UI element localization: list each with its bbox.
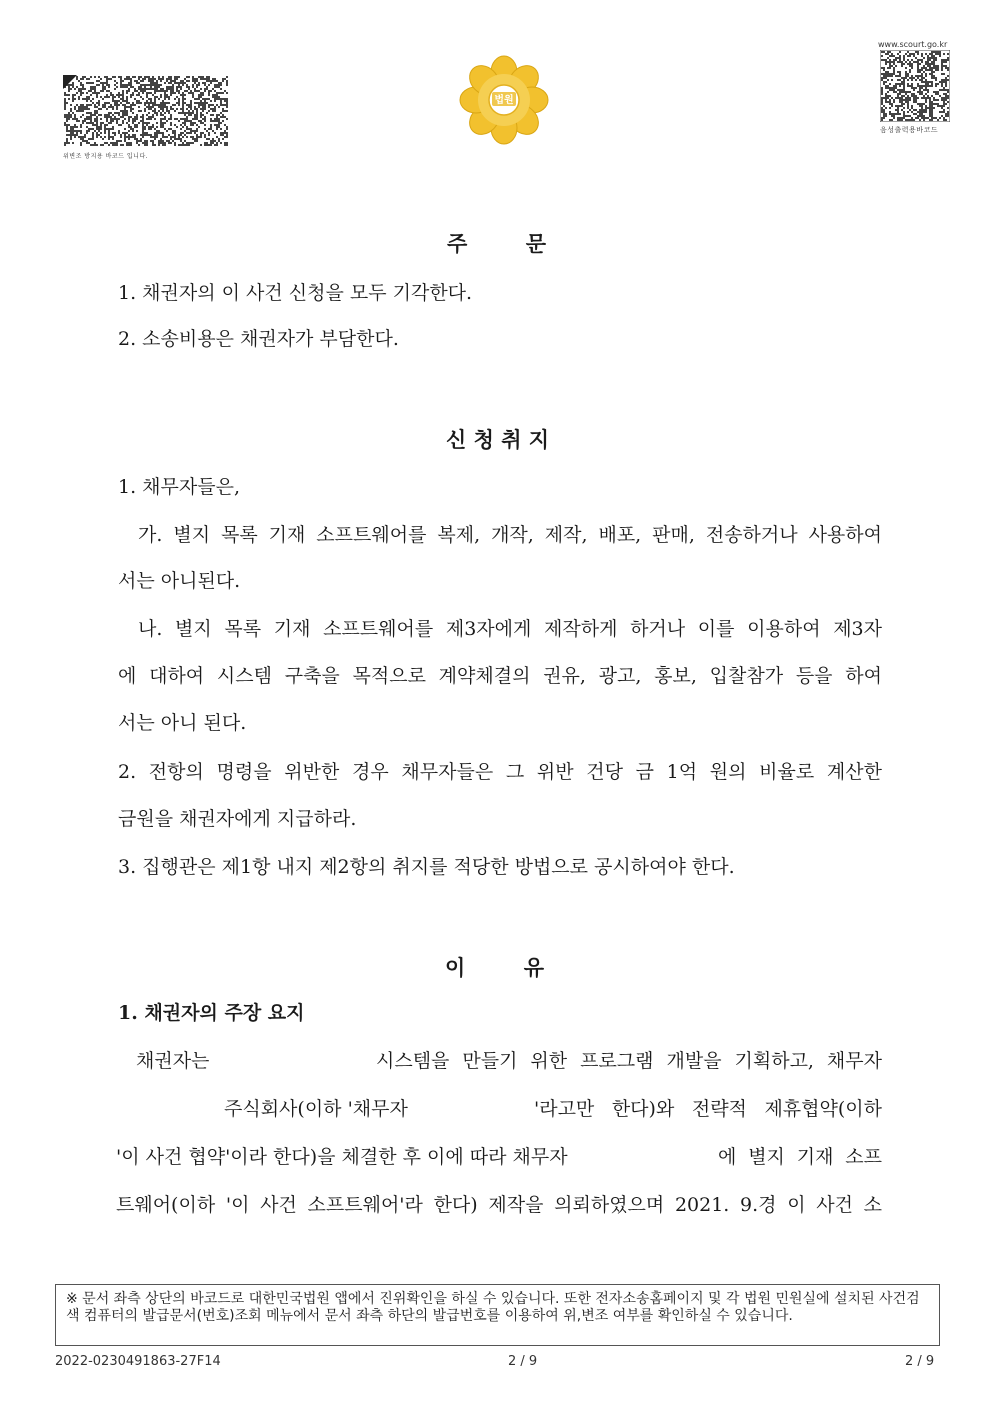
order-title: 주 문 (447, 231, 547, 256)
purpose-line-1: 1. 채무자들은, (118, 476, 240, 498)
reason-p4: 트웨어(이하 '이 사건 소프트웨어'라 한다) 제작을 의뢰하였으며 2021. 9.경 이 사건 소 (116, 1194, 882, 1216)
reason-p2-a: 주식회사(이하 '채무자 (224, 1098, 408, 1120)
purpose-na-3: 서는 아니 된다. (118, 712, 247, 734)
reason-title: 이 유 (445, 955, 545, 980)
court-url: www.scourt.go.kr (878, 40, 948, 49)
reason-p1-a: 채권자는 (136, 1050, 210, 1072)
qr-caption: 음성출력용바코드 (880, 126, 939, 134)
court-emblem-icon (458, 54, 550, 146)
emblem-text: 법원 (494, 95, 514, 106)
reason-p3-a: '이 사건 협약'이라 한다)을 체결한 후 이에 따라 채무자 (116, 1146, 568, 1168)
reason-p1-b: 시스템을 만들기 위한 프로그램 개발을 기획하고, 채무자 (376, 1050, 882, 1072)
barcode-caption: 위변조 방지용 바코드 입니다. (63, 153, 149, 160)
audio-output-barcode (880, 50, 950, 122)
page-number-right: 2 / 9 (905, 1354, 935, 1369)
purpose-item-3: 3. 집행관은 제1항 내지 제2항의 취지를 적당한 방법으로 공시하여야 한다. (118, 856, 735, 878)
purpose-ga-1: 가. 별지 목록 기재 소프트웨어를 복제, 개작, 제작, 배포, 판매, 전송하거나 사용하여 (138, 524, 882, 546)
reason-p2-b: '라고만 한다)와 전략적 제휴협약(이하 (534, 1098, 882, 1120)
purpose-na-1: 나. 별지 목록 기재 소프트웨어를 제3자에게 제작하게 하거나 이를 이용하여 제3자 (138, 618, 882, 640)
purpose-item-2-2: 금원을 채권자에게 지급하라. (118, 808, 357, 830)
order-item-2: 2. 소송비용은 채권자가 부담한다. (118, 328, 399, 350)
purpose-title: 신 청 취 지 (446, 427, 550, 452)
verification-notice: ※ 문서 좌측 상단의 바코드로 대한민국법원 앱에서 진위확인을 하실 수 있습니다. 또한 전자소송홈페이지 및 각 법원 민원실에 설치된 사건검색 컴퓨터의 발급문서(번호)조회 메뉴에서 문서 좌측 하단의 발급번호를 이용하여 위,변조 여부를 확인하실 수 있습니다. (55, 1284, 940, 1346)
page-number-center: 2 / 9 (508, 1354, 538, 1369)
purpose-ga-2: 서는 아니된다. (118, 570, 241, 592)
issue-number: 2022-0230491863-27F14 (55, 1354, 221, 1369)
purpose-na-2: 에 대하여 시스템 구축을 목적으로 계약체결의 권유, 광고, 홍보, 입찰참가 등을 하여 (118, 665, 882, 687)
purpose-item-2-1: 2. 전항의 명령을 위반한 경우 채무자들은 그 위반 건당 금 1억 원의 비율로 계산한 (118, 761, 882, 783)
anti-forgery-barcode (63, 75, 228, 147)
reason-subtitle: 1. 채권자의 주장 요지 (118, 1002, 305, 1024)
reason-p3-b: 에 별지 기재 소프 (718, 1146, 882, 1168)
order-item-1: 1. 채권자의 이 사건 신청을 모두 기각한다. (118, 282, 473, 304)
